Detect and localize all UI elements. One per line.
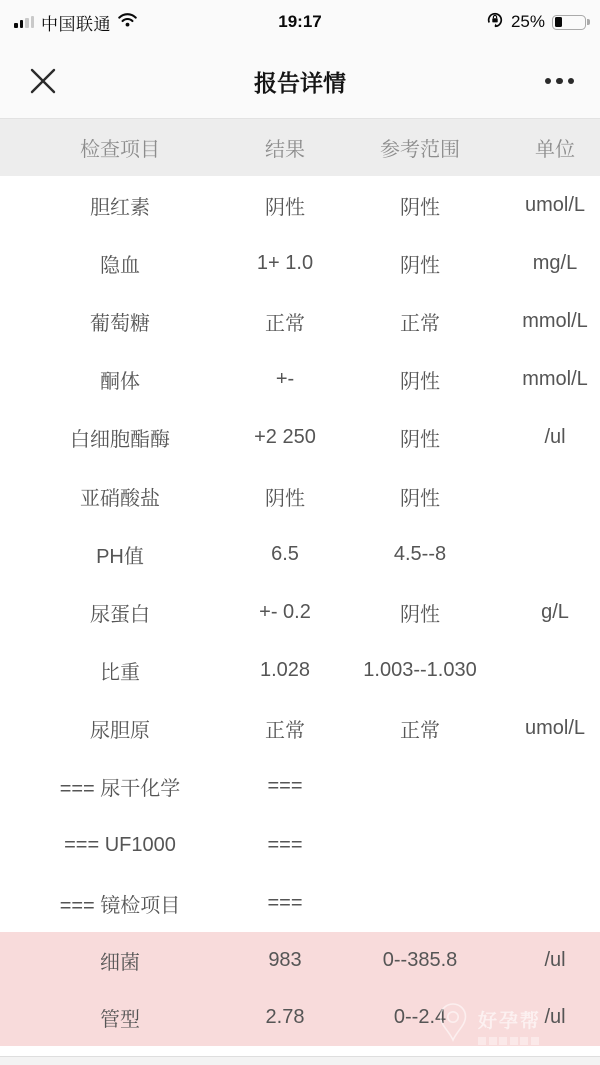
cell-result: 正常 xyxy=(265,312,305,335)
more-button[interactable] xyxy=(545,72,575,91)
cell-item: 葡萄糖 xyxy=(90,312,150,335)
cell-result: 1+ 1.0 xyxy=(256,251,314,274)
table-row xyxy=(0,816,600,874)
cell-result: +- 0.2 xyxy=(259,600,311,623)
close-icon xyxy=(28,66,58,96)
cell-item: PH值 xyxy=(96,545,144,568)
cell-result: === xyxy=(267,833,303,856)
cell-item: 白细胞酯酶 xyxy=(70,429,170,452)
cell-range: 阴性 xyxy=(400,487,440,510)
battery-icon xyxy=(552,15,586,30)
cell-result: 正常 xyxy=(265,720,305,743)
table-row xyxy=(0,292,600,350)
column-header-item: 检查项目 xyxy=(80,139,160,161)
cell-range: 阴性 xyxy=(400,254,440,277)
column-header-unit: 单位 xyxy=(535,139,575,161)
cell-item: 胆红素 xyxy=(90,196,150,219)
cell-item: 酮体 xyxy=(100,371,140,394)
table-row xyxy=(0,409,600,467)
table-row xyxy=(0,642,600,700)
table-row xyxy=(0,874,600,932)
cell-result: 6.5 xyxy=(271,542,299,565)
table-header-row xyxy=(0,118,600,176)
report-table-body[interactable] xyxy=(0,176,600,1046)
column-header-result: 结果 xyxy=(265,139,305,161)
cell-item: 尿蛋白 xyxy=(90,603,150,626)
bottom-spacer xyxy=(0,1046,600,1056)
cell-unit: mmol/L xyxy=(522,368,588,391)
cell-item: 尿胆原 xyxy=(90,720,150,743)
cellular-signal-icon xyxy=(14,16,34,28)
cell-unit: /ul xyxy=(544,949,566,972)
cell-result: === xyxy=(267,775,303,798)
table-row xyxy=(0,758,600,816)
page-title: 报告详情 xyxy=(254,69,346,96)
cell-result: 阴性 xyxy=(265,487,305,510)
cell-result: 1.028 xyxy=(259,659,311,682)
table-row xyxy=(0,583,600,641)
cell-result: === xyxy=(267,891,303,914)
table-row xyxy=(0,234,600,292)
table-row xyxy=(0,989,600,1046)
cell-unit: mmol/L xyxy=(522,309,588,332)
wifi-icon xyxy=(118,13,137,32)
cell-range: 阴性 xyxy=(400,371,440,394)
more-icon xyxy=(545,78,552,85)
cell-range: 1.003--1.030 xyxy=(363,659,477,682)
carrier-label: 中国联通 xyxy=(41,14,111,34)
nav-bar xyxy=(0,44,600,118)
cell-item: 隐血 xyxy=(100,254,140,277)
cell-item: 管型 xyxy=(100,1009,140,1032)
cell-unit: umol/L xyxy=(524,193,586,216)
cell-range: 正常 xyxy=(400,312,440,335)
cell-range: 0--2.4 xyxy=(393,1006,447,1029)
close-button[interactable] xyxy=(26,64,60,98)
cell-result: 2.78 xyxy=(265,1006,305,1029)
table-row xyxy=(0,932,600,989)
cell-result: 阴性 xyxy=(265,196,305,219)
cell-result: 983 xyxy=(268,949,302,972)
table-row xyxy=(0,351,600,409)
battery-percent-label: 25% xyxy=(510,12,545,31)
cell-unit: g/L xyxy=(541,600,569,623)
cell-range: 阴性 xyxy=(400,429,440,452)
cell-unit: mg/L xyxy=(532,251,578,274)
status-bar xyxy=(0,0,600,44)
cell-range: 阴性 xyxy=(400,196,440,219)
cell-item: === UF1000 xyxy=(64,833,176,856)
cell-item: === 镜检项目 xyxy=(59,894,181,917)
cell-item: 细菌 xyxy=(100,952,140,975)
table-row xyxy=(0,467,600,525)
rotation-lock-icon xyxy=(486,11,504,34)
cell-item: 亚硝酸盐 xyxy=(80,487,160,510)
cell-item: 比重 xyxy=(100,662,140,685)
watermark-brand-label: 好孕帮 xyxy=(478,1010,542,1032)
cell-range: 0--385.8 xyxy=(382,949,458,972)
cell-result: +- xyxy=(275,368,295,391)
cell-unit: /ul xyxy=(544,426,566,449)
clock-label: 19:17 xyxy=(278,12,322,31)
cell-result: +2 250 xyxy=(254,426,316,449)
cell-item: === 尿干化学 xyxy=(59,778,181,801)
cell-range: 正常 xyxy=(400,720,440,743)
cell-range: 阴性 xyxy=(400,603,440,626)
table-row xyxy=(0,700,600,758)
column-header-range: 参考范围 xyxy=(380,139,460,161)
cell-unit: umol/L xyxy=(524,717,586,740)
bottom-strip xyxy=(0,1056,600,1065)
cell-range: 4.5--8 xyxy=(393,542,447,565)
cell-unit: /ul xyxy=(544,1006,566,1029)
table-row xyxy=(0,176,600,234)
table-row xyxy=(0,525,600,583)
